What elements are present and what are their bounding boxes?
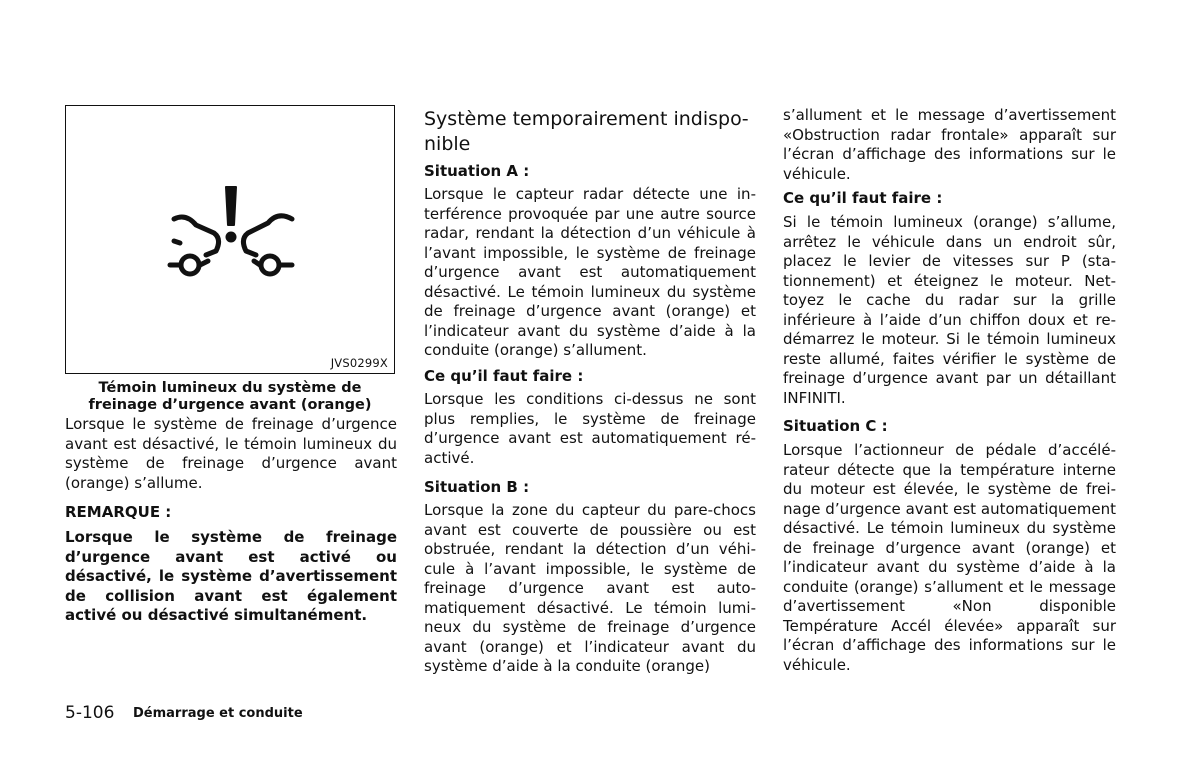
warning-light-description: Lorsque le système de freinage d’urgence avant est désactivé, le témoin lumineux du système de freinage d’urgence avant (orange) s’allume. bbox=[65, 415, 397, 492]
figure-code: JVS0299X bbox=[330, 356, 388, 370]
page-number: 5-106 bbox=[65, 703, 115, 723]
section-title: Système temporairement indisponible bbox=[424, 108, 749, 155]
what-to-do-a-body: Lorsque les conditions ci-dessus ne sont plus remplies, le système de freinage d’urgence avant est automatiquement réactivé. bbox=[424, 390, 756, 467]
remark-title: REMARQUE : bbox=[65, 503, 172, 521]
what-to-do-a-title: Ce qu’il faut faire : bbox=[424, 367, 584, 385]
situation-c-title: Situation C : bbox=[783, 417, 888, 435]
chapter-title: Démarrage et conduite bbox=[133, 706, 303, 721]
situation-a-body: Lorsque le capteur radar détecte une interférence provoquée par une autre source radar, rendant la détection d’un véhicule à l’avant impossible, le système de freinage d’urgence avant est automatiquement désactivé. Le témoin lumineux du système de freinage d’urgence avant (orange) et l’indicateur avant du système d’aide à la conduite (orange) s’allument. bbox=[424, 185, 756, 359]
forward-collision-warning-icon bbox=[166, 181, 296, 291]
what-to-do-b-title: Ce qu’il faut faire : bbox=[783, 189, 943, 207]
situation-b-continued: s’allument et le message d’avertissement «Obstruction radar frontale» apparaît sur l’écran d’affichage des informations sur le véhicule. bbox=[783, 106, 1116, 183]
figure-caption: Témoin lumineux du système de freinage d’urgence avant (orange) bbox=[88, 380, 372, 413]
warning-light-figure bbox=[65, 105, 395, 374]
situation-b-body: Lorsque la zone du capteur du pare-chocs avant est couverte de poussière ou est obstruée, rendant la détection d’un véhicule à l’avant impossible, le système de freinage d’urgence avant est automatiquement désactivé. Le témoin lumineux du système de freinage d’urgence avant (orange) et l’indicateur avant du système d’aide à la conduite (orange) bbox=[424, 501, 756, 675]
remark-body: Lorsque le système de freinage d’urgence avant est activé ou désactivé, le système d’avertissement de collision avant est également activé ou désactivé simultanément. bbox=[65, 528, 397, 624]
situation-c-body: Lorsque l’actionneur de pédale d’accélérateur détecte que la température interne du moteur est élevée, le système de freinage d’urgence avant est automatiquement désactivé. Le témoin lumineux du système de freinage d’urgence avant (orange) et l’indicateur avant du système d’aide à la conduite (orange) s’allument et le message d’avertissement «Non disponible Température Accél élevée» apparaît sur l’écran d’affichage des informations sur le véhicule. bbox=[783, 441, 1116, 674]
situation-b-title: Situation B : bbox=[424, 478, 530, 496]
what-to-do-b-body: Si le témoin lumineux (orange) s’allume, arrêtez le véhicule dans un endroit sûr, placez le levier de vitesses sur P (stationnement) et éteignez le moteur. Nettoyez le cache du radar sur la grille inférieure à l’aide d’un chiffon doux et redémarrez le moteur. Si le témoin lumineux reste allumé, faites vérifier le système de freinage d’urgence avant par un détaillant INFINITI. bbox=[783, 213, 1116, 407]
situation-a-title: Situation A : bbox=[424, 162, 530, 180]
